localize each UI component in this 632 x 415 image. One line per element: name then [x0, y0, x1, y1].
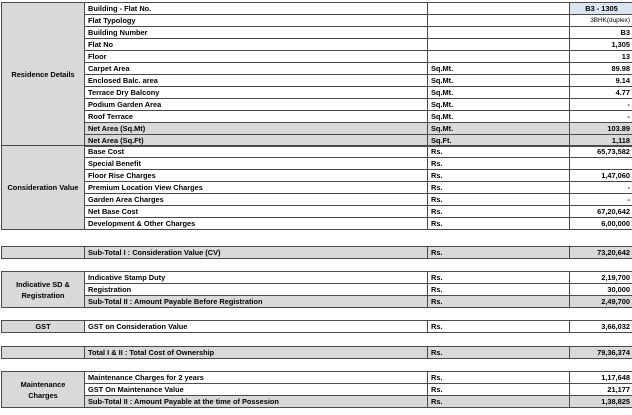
section-label-empty — [2, 347, 85, 359]
row-item: Development & Other Charges — [85, 218, 428, 230]
row-item: Roof Terrace — [85, 111, 428, 123]
section-label: GST — [2, 321, 85, 333]
row-item: Net Base Cost — [85, 206, 428, 218]
row-item: Floor Rise Charges — [85, 170, 428, 182]
table-row — [2, 111, 632, 123]
row-value: - — [570, 182, 632, 194]
row-unit: Rs. — [428, 158, 570, 170]
row-value: 1,38,825 — [570, 396, 632, 408]
consideration-value-section — [1, 145, 632, 230]
row-item: Podium Garden Area — [85, 99, 428, 111]
row-value: B3 - 1305 — [570, 3, 632, 15]
row-value: 67,20,642 — [570, 206, 632, 218]
table-row — [2, 372, 632, 384]
row-unit: Rs. — [428, 372, 570, 384]
row-item: Sub-Total I : Consideration Value (CV) — [85, 247, 428, 259]
table-row — [2, 39, 632, 51]
row-item: Building Number — [85, 27, 428, 39]
row-unit: Rs. — [428, 272, 570, 284]
row-value: 3BHK(duplex) — [570, 15, 632, 27]
table-row — [2, 194, 632, 206]
row-item: Flat Typology — [85, 15, 428, 27]
table-row — [2, 347, 632, 359]
subtotal-consideration-section — [1, 246, 632, 259]
table-row — [2, 182, 632, 194]
row-item: Base Cost — [85, 146, 428, 158]
section-label-empty — [2, 247, 85, 259]
row-unit — [428, 39, 570, 51]
row-item: Terrace Dry Balcony — [85, 87, 428, 99]
row-unit: Rs. — [428, 284, 570, 296]
table-row — [2, 15, 632, 27]
table-row — [2, 123, 632, 135]
row-item: Net Area (Sq.Ft) — [85, 135, 428, 147]
table-row — [2, 206, 632, 218]
row-item: GST on Consideration Value — [85, 321, 428, 333]
row-unit: Rs. — [428, 384, 570, 396]
row-item: Flat No — [85, 39, 428, 51]
section-label: Indicative SD & Registration — [2, 272, 85, 308]
table-row — [2, 321, 632, 333]
row-value: 2,49,700 — [570, 296, 632, 308]
row-item: Sub-Total II : Amount Payable Before Registration — [85, 296, 428, 308]
row-value: - — [570, 111, 632, 123]
row-item: Garden Area Charges — [85, 194, 428, 206]
table-row — [2, 63, 632, 75]
row-unit: Rs. — [428, 347, 570, 359]
table-row — [2, 87, 632, 99]
row-item: Net Area (Sq.Mt) — [85, 123, 428, 135]
residence-details-section — [1, 2, 632, 147]
row-value: 1,118 — [570, 135, 632, 147]
table-row — [2, 75, 632, 87]
table-row — [2, 51, 632, 63]
row-unit: Rs. — [428, 321, 570, 333]
row-value: B3 — [570, 27, 632, 39]
total-cost-section — [1, 346, 632, 359]
table-row — [2, 146, 632, 158]
row-value: 1,47,060 — [570, 170, 632, 182]
row-unit: Rs. — [428, 218, 570, 230]
row-value: 79,36,374 — [570, 347, 632, 359]
row-value: 103.89 — [570, 123, 632, 135]
row-value: 30,000 — [570, 284, 632, 296]
row-unit — [428, 15, 570, 27]
table-row — [2, 384, 632, 396]
row-item: Premium Location View Charges — [85, 182, 428, 194]
row-unit: Sq.Mt. — [428, 75, 570, 87]
table-row — [2, 99, 632, 111]
row-value: 73,20,642 — [570, 247, 632, 259]
row-item: Floor — [85, 51, 428, 63]
row-item: Sub-Total II : Amount Payable at the time of Possesion — [85, 396, 428, 408]
row-value: 6,00,000 — [570, 218, 632, 230]
row-item: Enclosed Balc. area — [85, 75, 428, 87]
row-item: GST On Maintenance Value — [85, 384, 428, 396]
row-unit: Sq.Mt. — [428, 99, 570, 111]
table-row — [2, 284, 632, 296]
row-value: 9.14 — [570, 75, 632, 87]
row-unit: Rs. — [428, 247, 570, 259]
row-value: 2,19,700 — [570, 272, 632, 284]
row-item: Registration — [85, 284, 428, 296]
table-row — [2, 170, 632, 182]
row-unit: Sq.Mt. — [428, 87, 570, 99]
row-value: 65,73,582 — [570, 146, 632, 158]
row-item: Indicative Stamp Duty — [85, 272, 428, 284]
row-item: Carpet Area — [85, 63, 428, 75]
row-value: 1,305 — [570, 39, 632, 51]
row-unit: Sq.Ft. — [428, 135, 570, 147]
row-unit: Sq.Mt. — [428, 63, 570, 75]
row-value: 1,17,648 — [570, 372, 632, 384]
row-value: 3,66,032 — [570, 321, 632, 333]
row-value: 21,177 — [570, 384, 632, 396]
row-unit: Sq.Mt. — [428, 111, 570, 123]
gst-section — [1, 320, 632, 333]
row-unit: Rs. — [428, 296, 570, 308]
table-row — [2, 296, 632, 308]
section-label: Consideration Value — [2, 146, 85, 230]
row-item: Maintenance Charges for 2 years — [85, 372, 428, 384]
maintenance-charges-section — [1, 371, 632, 408]
table-row — [2, 218, 632, 230]
table-row — [2, 158, 632, 170]
table-row — [2, 247, 632, 259]
row-unit: Rs. — [428, 396, 570, 408]
row-unit — [428, 3, 570, 15]
table-row — [2, 396, 632, 408]
row-unit: Rs. — [428, 206, 570, 218]
table-row — [2, 27, 632, 39]
row-value: - — [570, 194, 632, 206]
row-unit: Sq.Mt. — [428, 123, 570, 135]
row-item: Building - Flat No. — [85, 3, 428, 15]
section-label: Maintenance Charges — [2, 372, 85, 408]
row-unit: Rs. — [428, 146, 570, 158]
row-value — [570, 158, 632, 170]
row-item: Total I & II : Total Cost of Ownership — [85, 347, 428, 359]
row-unit: Rs. — [428, 182, 570, 194]
table-row — [2, 272, 632, 284]
table-row — [2, 3, 632, 15]
row-unit — [428, 51, 570, 63]
row-value: 89.98 — [570, 63, 632, 75]
row-unit: Rs. — [428, 170, 570, 182]
row-value: - — [570, 99, 632, 111]
row-unit — [428, 27, 570, 39]
row-unit: Rs. — [428, 194, 570, 206]
row-value: 4.77 — [570, 87, 632, 99]
row-value: 13 — [570, 51, 632, 63]
section-label: Residence Details — [2, 3, 85, 147]
indicative-sd-registration-section — [1, 271, 632, 308]
row-item: Special Benefit — [85, 158, 428, 170]
